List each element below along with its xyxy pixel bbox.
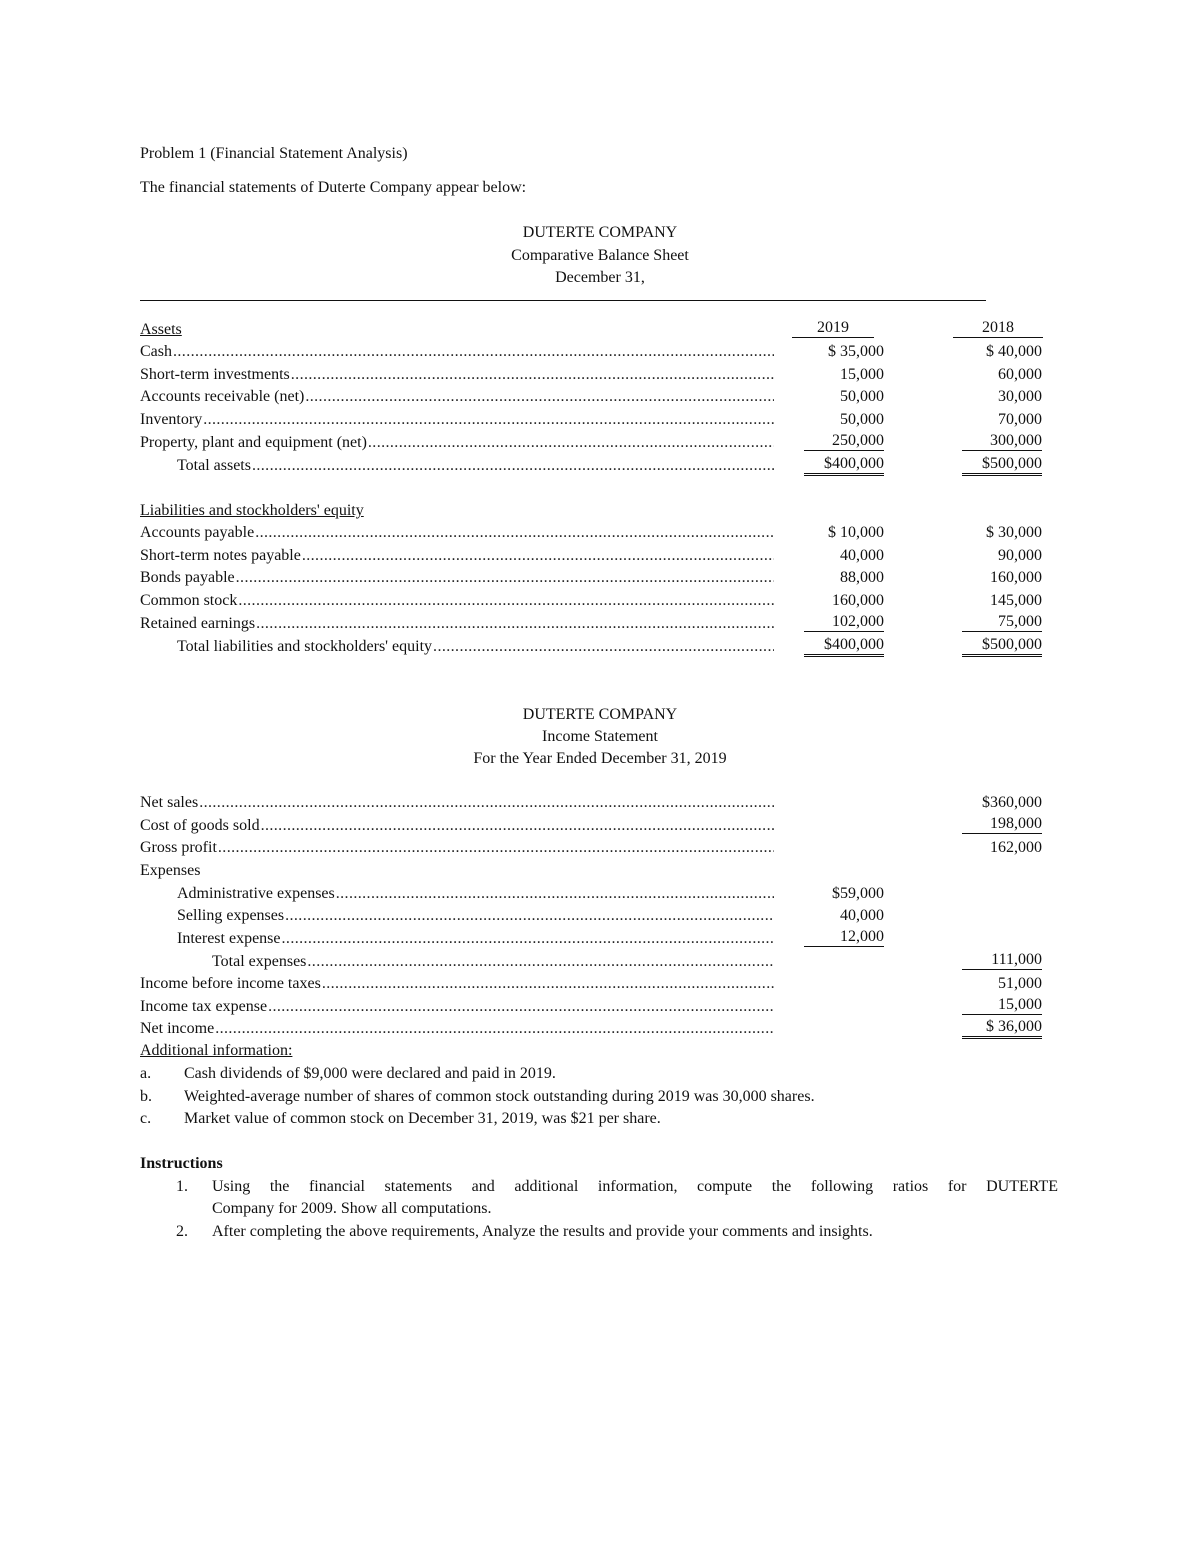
- value-2019: 50,000: [840, 388, 884, 405]
- row-label: Cash: [140, 343, 172, 360]
- is-company-name: DUTERTE COMPANY: [522, 706, 678, 723]
- value-2019: 88,000: [840, 569, 884, 586]
- table-row: [140, 567, 1044, 589]
- row-label: Selling expenses: [177, 907, 285, 924]
- value-2018: 300,000: [962, 432, 1042, 451]
- value-detail-column: 40,000: [840, 907, 884, 924]
- row-label: Net income: [140, 1020, 215, 1037]
- row-label: Accounts payable: [140, 524, 255, 541]
- table-row: [140, 996, 1044, 1018]
- table-row: [140, 364, 1044, 386]
- value-total-column: 111,000: [962, 951, 1042, 970]
- value-2019: $ 10,000: [828, 524, 884, 541]
- value-2018: 60,000: [998, 366, 1042, 383]
- list-item: Weighted-average number of shares of common stock outstanding during 2019 was 30,000 shares.: [184, 1088, 815, 1105]
- table-row: [140, 590, 1044, 612]
- liabilities-heading: Liabilities and stockholders' equity: [140, 502, 364, 519]
- table-row-total: [140, 1018, 1044, 1040]
- table-row: [140, 545, 1044, 567]
- year-2019-heading: 2019: [792, 319, 874, 338]
- list-item-marker: 2.: [176, 1223, 188, 1240]
- row-label: Income tax expense: [140, 998, 268, 1015]
- value-2019: 50,000: [840, 411, 884, 428]
- value-2018: $500,000: [962, 455, 1042, 476]
- value-2018: 75,000: [962, 613, 1042, 632]
- instructions-heading: Instructions: [140, 1155, 223, 1172]
- table-row: [140, 409, 1044, 431]
- value-2018: $ 40,000: [986, 343, 1042, 360]
- table-row-total: [140, 455, 1044, 477]
- row-label: Property, plant and equipment (net): [140, 434, 367, 451]
- row-label: Total expenses: [212, 953, 307, 970]
- value-total-column: 198,000: [962, 815, 1042, 834]
- row-label: Administrative expenses: [177, 885, 335, 902]
- is-period: For the Year Ended December 31, 2019: [473, 750, 727, 767]
- row-label: Net sales: [140, 794, 199, 811]
- value-2018: 160,000: [990, 569, 1042, 586]
- table-row: [140, 815, 1044, 837]
- table-row: [140, 860, 1044, 882]
- list-item-marker: 1.: [176, 1178, 188, 1195]
- table-row: [140, 951, 1044, 973]
- value-detail-column: $59,000: [832, 885, 884, 902]
- row-label: Short-term investments: [140, 366, 290, 383]
- value-2019: 160,000: [832, 592, 884, 609]
- row-label: Expenses: [140, 862, 201, 879]
- table-row: [140, 522, 1044, 544]
- list-item-marker: a.: [140, 1065, 152, 1082]
- value-total-column: 162,000: [990, 839, 1042, 856]
- row-label: Gross profit: [140, 839, 217, 856]
- table-row: [140, 341, 1044, 363]
- row-label: Short-term notes payable: [140, 547, 301, 564]
- is-title: Income Statement: [542, 728, 658, 745]
- row-label: Interest expense: [177, 930, 281, 947]
- bs-title: Comparative Balance Sheet: [511, 247, 689, 264]
- assets-heading: Assets: [140, 321, 182, 338]
- value-2019: 40,000: [840, 547, 884, 564]
- value-2018: $ 30,000: [986, 524, 1042, 541]
- list-item: Using the financial statements and additional information, compute the following ratios for DUTERTE: [212, 1178, 1058, 1195]
- value-2018: 70,000: [998, 411, 1042, 428]
- list-item-marker: b.: [140, 1088, 152, 1105]
- value-2019: $400,000: [804, 636, 884, 657]
- bs-company-name: DUTERTE COMPANY: [522, 224, 678, 241]
- bs-heading-row: [140, 319, 1044, 341]
- table-row-total: [140, 636, 1044, 658]
- table-row: [140, 883, 1044, 905]
- row-label: Income before income taxes: [140, 975, 321, 992]
- row-label: Accounts receivable (net): [140, 388, 305, 405]
- problem-intro: The financial statements of Duterte Company appear below:: [140, 179, 527, 196]
- row-label: Inventory: [140, 411, 203, 428]
- value-2018: 145,000: [990, 592, 1042, 609]
- table-row: [140, 928, 1044, 950]
- value-total-column: $360,000: [982, 794, 1042, 811]
- table-row: [140, 613, 1044, 635]
- table-row: [140, 386, 1044, 408]
- bs-date: December 31,: [555, 269, 645, 286]
- row-label: Cost of goods sold: [140, 817, 260, 834]
- row-label: Retained earnings: [140, 615, 256, 632]
- list-item-marker: c.: [140, 1110, 152, 1127]
- row-label: Total assets: [177, 457, 251, 474]
- additional-info-heading: Additional information:: [140, 1042, 293, 1059]
- table-row: [140, 432, 1044, 454]
- value-2019: 250,000: [804, 432, 884, 451]
- problem-title: Problem 1 (Financial Statement Analysis): [140, 145, 408, 162]
- value-2019: $400,000: [804, 455, 884, 476]
- table-row: [140, 837, 1044, 859]
- value-total-column: 51,000: [998, 975, 1042, 992]
- liabilities-heading-row: [140, 500, 1044, 522]
- table-row: [140, 905, 1044, 927]
- value-2019: $ 35,000: [828, 343, 884, 360]
- table-row: [140, 973, 1044, 995]
- row-label: Total liabilities and stockholders' equity: [177, 638, 433, 655]
- value-2018: 30,000: [998, 388, 1042, 405]
- value-2019: 15,000: [840, 366, 884, 383]
- value-detail-column: 12,000: [804, 928, 884, 947]
- year-2018-heading: 2018: [953, 319, 1043, 338]
- value-2019: 102,000: [804, 613, 884, 632]
- row-label: Common stock: [140, 592, 238, 609]
- list-item-continuation: Company for 2009. Show all computations.: [212, 1200, 492, 1217]
- value-total-column: 15,000: [962, 996, 1042, 1015]
- list-item: After completing the above requirements, Analyze the results and provide your comments and insights.: [212, 1223, 873, 1240]
- value-total-column: $ 36,000: [962, 1018, 1042, 1039]
- bs-divider: [140, 300, 986, 301]
- value-2018: 90,000: [998, 547, 1042, 564]
- value-2018: $500,000: [962, 636, 1042, 657]
- table-row: [140, 792, 1044, 814]
- list-item: Market value of common stock on December 31, 2019, was $21 per share.: [184, 1110, 661, 1127]
- list-item: Cash dividends of $9,000 were declared and paid in 2019.: [184, 1065, 556, 1082]
- row-label: Bonds payable: [140, 569, 235, 586]
